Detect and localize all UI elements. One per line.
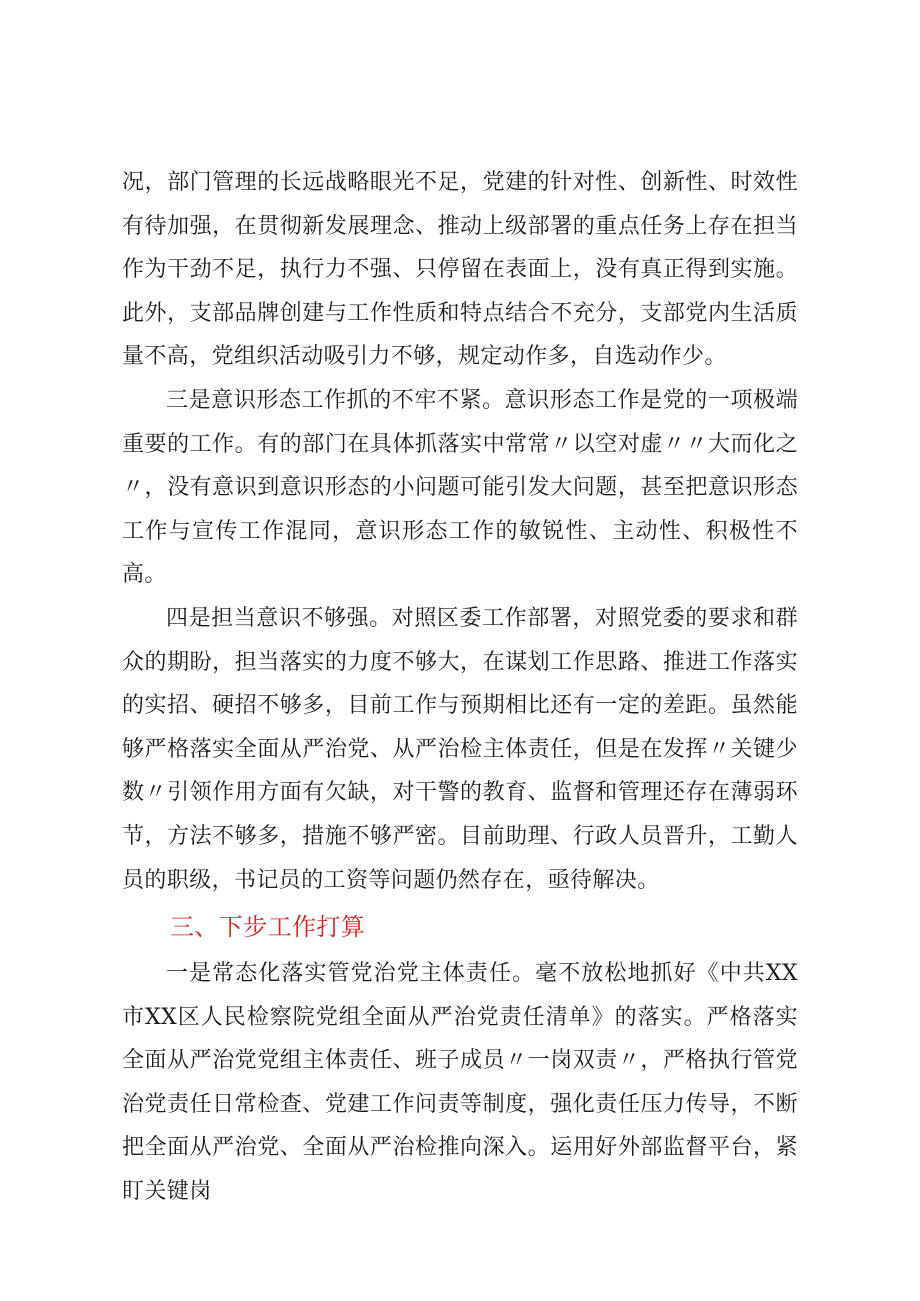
paragraph-continuation: 况，部门管理的长远战略眼光不足，党建的针对性、创新性、时效性有待加强，在贯彻新发展理念、推动上级部署的重点任务上存在担当作为干劲不足，执行力不强、只停留在表面上，没有真正得到实施。此外，支部品牌创建与工作性质和特点结合不充分，支部党内生活质量不高，党组织活动吸引力不够，规定动作多，自选动作少。 [122, 170, 798, 370]
paragraph-ideology-work: 三是意识形态工作抓的不牢不紧。意识形态工作是党的一项极端重要的工作。有的部门在具体抓落实中常常〃以空对虚〃〃大而化之〃，没有意识到意识形态的小问题可能引发大问题，甚至把意识形态工作与宣传工作混同，意识形态工作的敏锐性、主动性、积极性不高。 [122, 387, 798, 588]
section-heading-next-steps: 三、下步工作打算 [170, 913, 366, 942]
document-body [122, 161, 798, 1214]
paragraph-party-governance: 一是常态化落实管党治党主体责任。毫不放松地抓好《中共XX市XX区人民检察院党组全面从严治党责任清单》的落实。严格落实全面从严治党党组主体责任、班子成员〃一岗双责〃，严格执行管党治党责任日常检查、党建工作问责等制度，强化责任压力传导，不断把全面从严治党、全面从严治检推向深入。运用好外部监督平台，紧盯关键岗 [122, 961, 798, 1205]
paragraph-responsibility-awareness: 四是担当意识不够强。对照区委工作部署，对照党委的要求和群众的期盼，担当落实的力度不够大，在谋划工作思路、推进工作落实的实招、硬招不够多，目前工作与预期相比还有一定的差距。虽然能够严格落实全面从严治党、从严治检主体责任，但是在发挥〃关键少数〃引领作用方面有欠缺，对干警的教育、监督和管理还存在薄弱环节，方法不够多，措施不够严密。目前助理、行政人员晋升，工勤人员的职级，书记员的工资等问题仍然存在，亟待解决。 [122, 605, 798, 893]
